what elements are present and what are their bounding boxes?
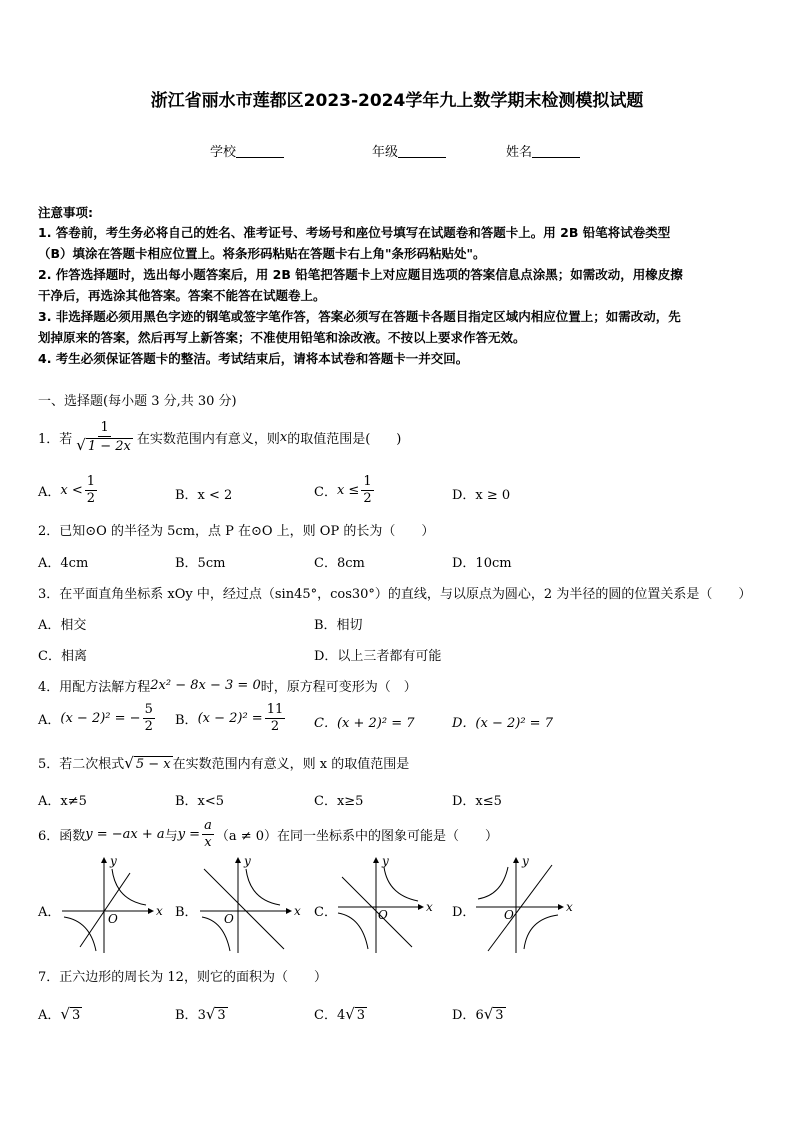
x-arrow	[558, 904, 564, 910]
q6-cond: （a ≠ 0）在同一坐标系中的图象可能是（ ）	[215, 829, 499, 844]
hyperbola-branch	[524, 915, 558, 949]
frac-num: a	[204, 818, 212, 833]
x-arrow	[286, 908, 292, 914]
option-label: B．	[175, 713, 198, 728]
option-label: B．	[175, 1008, 198, 1023]
q5-post: 在实数范围内有意义，则 x 的取值范围是	[172, 757, 410, 772]
q4-option-a	[38, 702, 157, 735]
frac-den: 2	[363, 491, 372, 506]
frac-den: 2	[144, 719, 153, 734]
y-arrow	[373, 857, 379, 863]
q5-pre: 5．若二次根式	[38, 757, 125, 772]
notice-line: 2. 作答选择题时，选出每小题答案后，用 2B 铅笔把答题卡上对应题目选项的答案信息点涂黑；如需改动，用橡皮擦	[38, 267, 683, 282]
option-coef: 3	[197, 1008, 206, 1023]
option-label: A．	[38, 713, 61, 728]
question-3: 3．在平面直角坐标系 xOy 中，经过点（sin45°，cos30°）的直线，与以原点为圆心，2 为半径的圆的位置关系是（ ）	[38, 587, 752, 602]
option-fraction	[143, 702, 155, 735]
notice-line: 划掉原来的答案，然后再写上新答案；不准使用铅笔和涂改液。不按以上要求作答无效。	[38, 330, 526, 345]
notice-line: 1. 答卷前，考生务必将自己的姓名、准考证号、考场号和座位号填写在试题卷和答题卡上。用 2B 铅笔将试卷类型	[38, 225, 671, 240]
q7-option-b: B．3√ 3	[175, 1005, 226, 1023]
hyperbola-branch	[478, 867, 508, 899]
q4-post: 时，原方程可变形为（ ）	[260, 680, 417, 695]
x-label: x	[294, 904, 301, 918]
option-label: C．	[314, 485, 337, 500]
school-field	[210, 141, 284, 160]
q4-option-d: D．(x − 2)² = 7	[452, 716, 553, 731]
y-label: y	[244, 854, 251, 868]
graph-a	[60, 854, 163, 955]
x-arrow	[418, 904, 424, 910]
q1-post2: 的取值范围是( )	[287, 432, 402, 447]
q1-radicand: 1 − 2x	[87, 439, 131, 454]
notice-line: 4. 考生必须保证答题卡的整洁。考试结束后，请将本试卷和答题卡一并交回。	[38, 351, 469, 366]
q5-option-d: D．x≤5	[452, 794, 502, 809]
question-4	[38, 676, 417, 695]
option-fraction	[265, 702, 286, 735]
y-label: y	[110, 854, 117, 868]
school-label: 学校	[210, 145, 237, 160]
q5-radical: √ 5 − x	[124, 753, 171, 772]
q7-option-c: C．4√ 3	[314, 1005, 366, 1023]
option-math: (x − 2)² = −	[60, 711, 141, 726]
q5-radicand: 5 − x	[135, 756, 171, 772]
page-title: 浙江省丽水市莲都区2023-2024学年九上数学期末检测模拟试题	[150, 91, 644, 111]
q5-option-c: C．x≥5	[314, 794, 364, 809]
option-label: A．	[38, 1008, 61, 1023]
name-blank	[532, 145, 580, 158]
q1-frac-den: √ 1 − 2x	[76, 436, 131, 454]
x-label: x	[156, 904, 163, 918]
option-fraction	[361, 474, 373, 507]
q4-option-c: C．(x + 2)² = 7	[314, 716, 415, 731]
q2-option-b: B．5cm	[175, 556, 226, 571]
notice-line: 干净后，再选涂其他答案。答案不能答在试题卷上。	[38, 288, 326, 303]
frac-den: x	[204, 835, 212, 850]
hyperbola-branch	[384, 867, 418, 901]
question-5	[38, 753, 409, 772]
q6-mid: 与	[164, 829, 178, 844]
option-math: (x − 2)² =	[197, 711, 263, 726]
q4-equation: 2x² − 8x − 3 = 0	[150, 678, 261, 693]
question-2: 2．已知⊙O 的半径为 5cm，点 P 在⊙O 上，则 OP 的长为（ ）	[38, 524, 435, 539]
option-label: A．	[38, 485, 61, 500]
option-label: D．	[452, 1008, 476, 1023]
frac-num: 11	[266, 702, 284, 717]
y-arrow	[513, 857, 519, 863]
notice-line: 3. 非选择题必须用黑色字迹的钢笔或签字笔作答，答案必须写在答题卡各题目指定区域内相应位置上；如需改动，先	[38, 309, 681, 324]
q1-option-a	[38, 474, 99, 507]
option-math: x ≤	[336, 483, 360, 498]
option-radicand: 3	[71, 1008, 81, 1023]
option-coef: 4	[336, 1008, 346, 1023]
q6-label-d: D．	[452, 905, 476, 920]
q6-function-1: y = −ax + a	[85, 827, 165, 842]
x-label: x	[426, 900, 433, 914]
graph-d	[474, 855, 574, 955]
notice-heading: 注意事项:	[38, 205, 93, 220]
q6-function-2: y =	[177, 827, 201, 842]
origin-label: O	[224, 912, 234, 926]
name-field	[506, 141, 580, 160]
origin-label: O	[108, 912, 118, 926]
q1-frac-num: 1	[100, 420, 109, 435]
x-label: x	[566, 900, 573, 914]
graph-b	[198, 854, 301, 955]
q4-pre: 4．用配方法解方程	[38, 680, 151, 695]
q3-option-d: D．以上三者都有可能	[314, 649, 442, 664]
question-7: 7．正六边形的周长为 12，则它的面积为（ ）	[38, 970, 327, 985]
q7-option-d: D．6√ 3	[452, 1005, 504, 1023]
q6-fraction	[202, 818, 214, 851]
y-label: y	[382, 854, 389, 868]
q1-option-d: D．x ≥ 0	[452, 488, 511, 503]
q1-pre: 1．若	[38, 432, 73, 447]
q1-post: 在实数范围内有意义，则	[136, 432, 280, 447]
q5-option-b: B．x<5	[175, 794, 225, 809]
x-arrow	[148, 908, 154, 914]
q3-option-a: A．相交	[38, 618, 87, 633]
option-radicand: 3	[495, 1008, 504, 1023]
frac-den: 2	[86, 491, 96, 506]
option-radicand: 3	[356, 1008, 366, 1023]
q1-var: x	[279, 430, 288, 445]
question-1	[38, 420, 401, 455]
q6-pre: 6．函数	[38, 829, 86, 844]
y-label: y	[522, 854, 529, 868]
q7-option-a: A．√ 3	[38, 1005, 81, 1023]
q4-option-b	[175, 702, 287, 735]
option-coef: 6	[475, 1008, 484, 1023]
frac-num: 5	[144, 702, 153, 717]
y-arrow	[235, 857, 241, 863]
line-graph	[80, 873, 130, 947]
q2-option-c: C．8cm	[314, 556, 365, 571]
q3-option-c: C．相离	[38, 649, 87, 664]
grade-label: 年级	[372, 145, 399, 160]
q6-label-c: C．	[314, 905, 337, 920]
y-arrow	[101, 857, 107, 863]
q1-option-c	[314, 474, 376, 507]
option-fraction	[85, 474, 97, 507]
graph-c	[336, 855, 436, 955]
q1-option-b: B．x < 2	[175, 488, 233, 503]
frac-num: 1	[86, 474, 96, 489]
line-graph	[342, 877, 412, 947]
option-math: x <	[60, 483, 83, 498]
line-graph	[488, 865, 552, 951]
line-graph	[204, 869, 284, 949]
section-heading: 一、选择题(每小题 3 分,共 30 分)	[38, 394, 237, 409]
q3-option-b: B．相切	[314, 618, 363, 633]
option-radicand: 3	[217, 1008, 226, 1023]
origin-label: O	[504, 908, 514, 922]
grade-field	[372, 141, 446, 160]
hyperbola-branch	[64, 917, 96, 951]
option-label: C．	[314, 1008, 337, 1023]
hyperbola-branch	[246, 869, 280, 905]
hyperbola-branch	[338, 913, 368, 949]
origin-label: O	[378, 908, 388, 922]
q1-fraction	[74, 420, 135, 455]
grade-blank	[398, 145, 446, 158]
name-label: 姓名	[506, 145, 533, 160]
q2-option-a: A．4cm	[38, 556, 89, 571]
question-6	[38, 818, 498, 851]
q6-label-a: A．	[38, 905, 61, 920]
notice-line: （B）填涂在答题卡相应位置上。将条形码粘贴在答题卡右上角"条形码粘贴处"。	[38, 246, 486, 261]
frac-den: 2	[270, 719, 280, 734]
q5-option-a: A．x≠5	[38, 794, 87, 809]
q6-label-b: B．	[175, 905, 198, 920]
q2-option-d: D．10cm	[452, 556, 512, 571]
school-blank	[236, 145, 284, 158]
frac-num: 1	[363, 474, 372, 489]
